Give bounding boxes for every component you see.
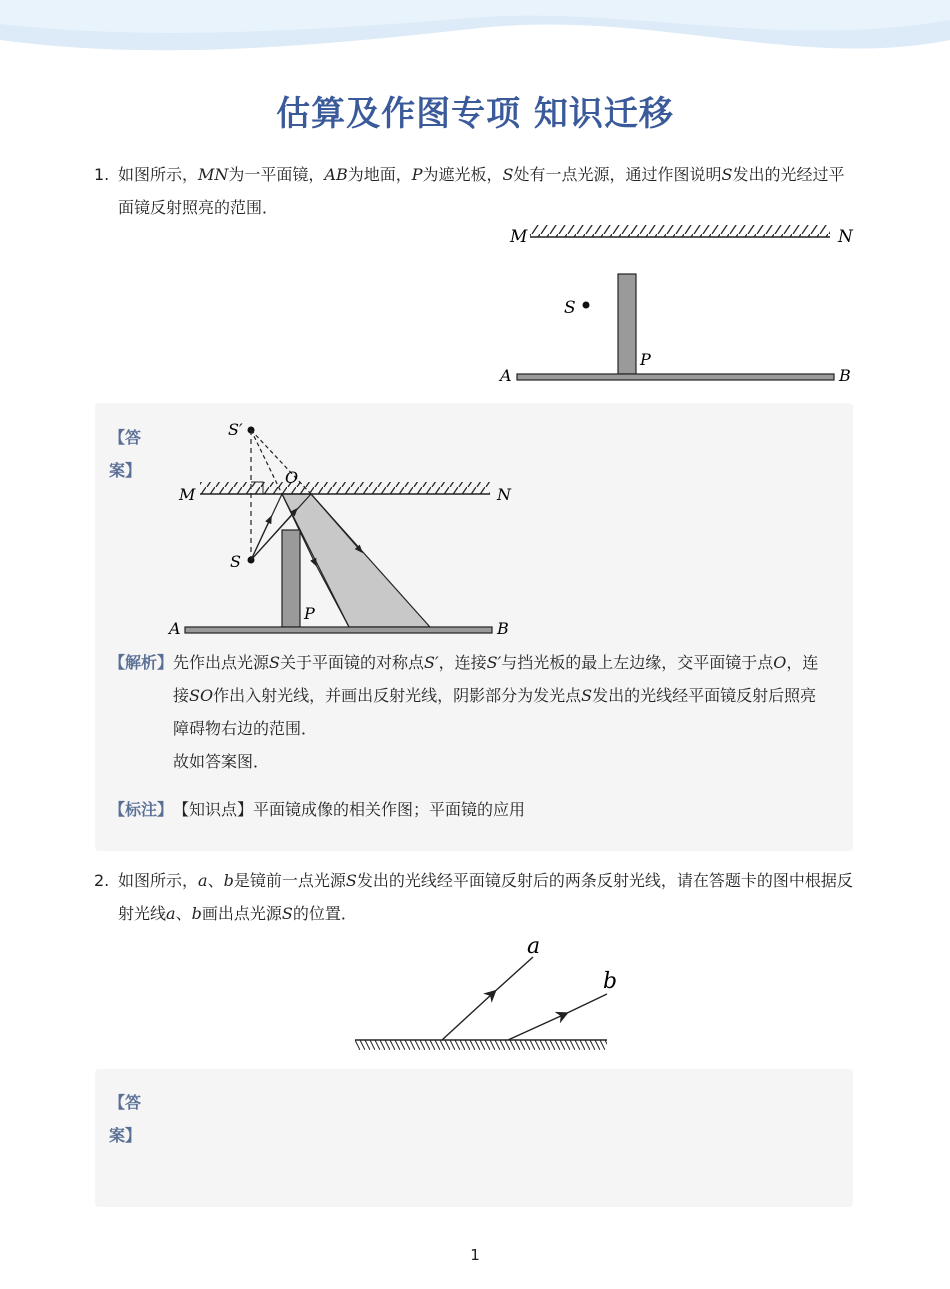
note-label: 【标注】 [109, 800, 174, 819]
answer-box-2 [95, 1069, 853, 1207]
question-text: 如图所示，a、b是镜前一点光源S发出的光线经平面镜反射后的两条反射光线，请在答题卡的图中根据反射光线a、b画出点光源S的位置． [118, 871, 853, 923]
label-s: S [230, 552, 241, 571]
mirror-hatching [355, 1040, 607, 1050]
page-title: 估算及作图专项 知识迁移 [276, 94, 674, 134]
question-number: 1. [94, 165, 110, 184]
answer-label: 【答案】 [109, 1093, 142, 1145]
ground [185, 627, 492, 633]
label-n: N [838, 227, 853, 247]
mirror-hatching [200, 482, 490, 494]
answer-1-figure [170, 415, 515, 640]
light-source-point [583, 302, 590, 309]
q2-figure [350, 930, 618, 1055]
ray-b-arrow [508, 1015, 563, 1040]
label-s-prime: S′ [228, 420, 243, 439]
question-1 [94, 158, 854, 224]
label-ray-b: b [603, 969, 618, 994]
shading-board [282, 530, 300, 627]
label-a: A [500, 366, 512, 385]
note-text: 【知识点】平面镜成像的相关作图；平面镜的应用 [173, 800, 526, 819]
conclusion-text: 故如答案图． [173, 752, 270, 771]
label-n: N [497, 485, 511, 504]
shading-board [618, 274, 636, 374]
mirror-hatching [530, 225, 830, 237]
analysis-label: 【解析】 [109, 653, 174, 672]
label-m: M [510, 227, 528, 247]
answer-label: 【答案】 [109, 428, 142, 480]
label-b: B [839, 366, 851, 385]
label-p: P [640, 350, 651, 369]
label-ray-a: a [527, 934, 541, 959]
label-a: A [169, 619, 181, 638]
incident-arrow-1 [251, 519, 270, 560]
label-p: P [304, 604, 315, 623]
page-number: 1 [470, 1246, 480, 1264]
ray-b [563, 994, 607, 1015]
label-s: S [564, 298, 576, 318]
question-text: 如图所示，MN为一平面镜，AB为地面，P为遮光板，S处有一点光源，通过作图说明S发出的光经过平面镜反射照亮的范围． [118, 165, 845, 217]
question-number: 2. [94, 871, 110, 890]
question-2 [94, 864, 854, 930]
header-wave-decoration [0, 0, 950, 80]
label-m: M [179, 485, 196, 504]
label-o: O [285, 468, 299, 487]
analysis-row [109, 646, 823, 778]
note-row [109, 793, 823, 826]
analysis-text: 先作出点光源S关于平面镜的对称点S′，连接S′与挡光板的最上左边缘，交平面镜于点O，连接SO作出入射光线，并画出反射光线，阴影部分为发光点S发出的光线经平面镜反射后照亮障碍物右边的范围． 故如答案图． [173, 646, 823, 778]
label-b: B [497, 619, 509, 638]
ground [517, 374, 834, 380]
ray-a [492, 957, 533, 994]
q1-figure [495, 222, 860, 390]
ray-a-arrow [442, 994, 492, 1040]
answer-box-1 [95, 403, 853, 851]
